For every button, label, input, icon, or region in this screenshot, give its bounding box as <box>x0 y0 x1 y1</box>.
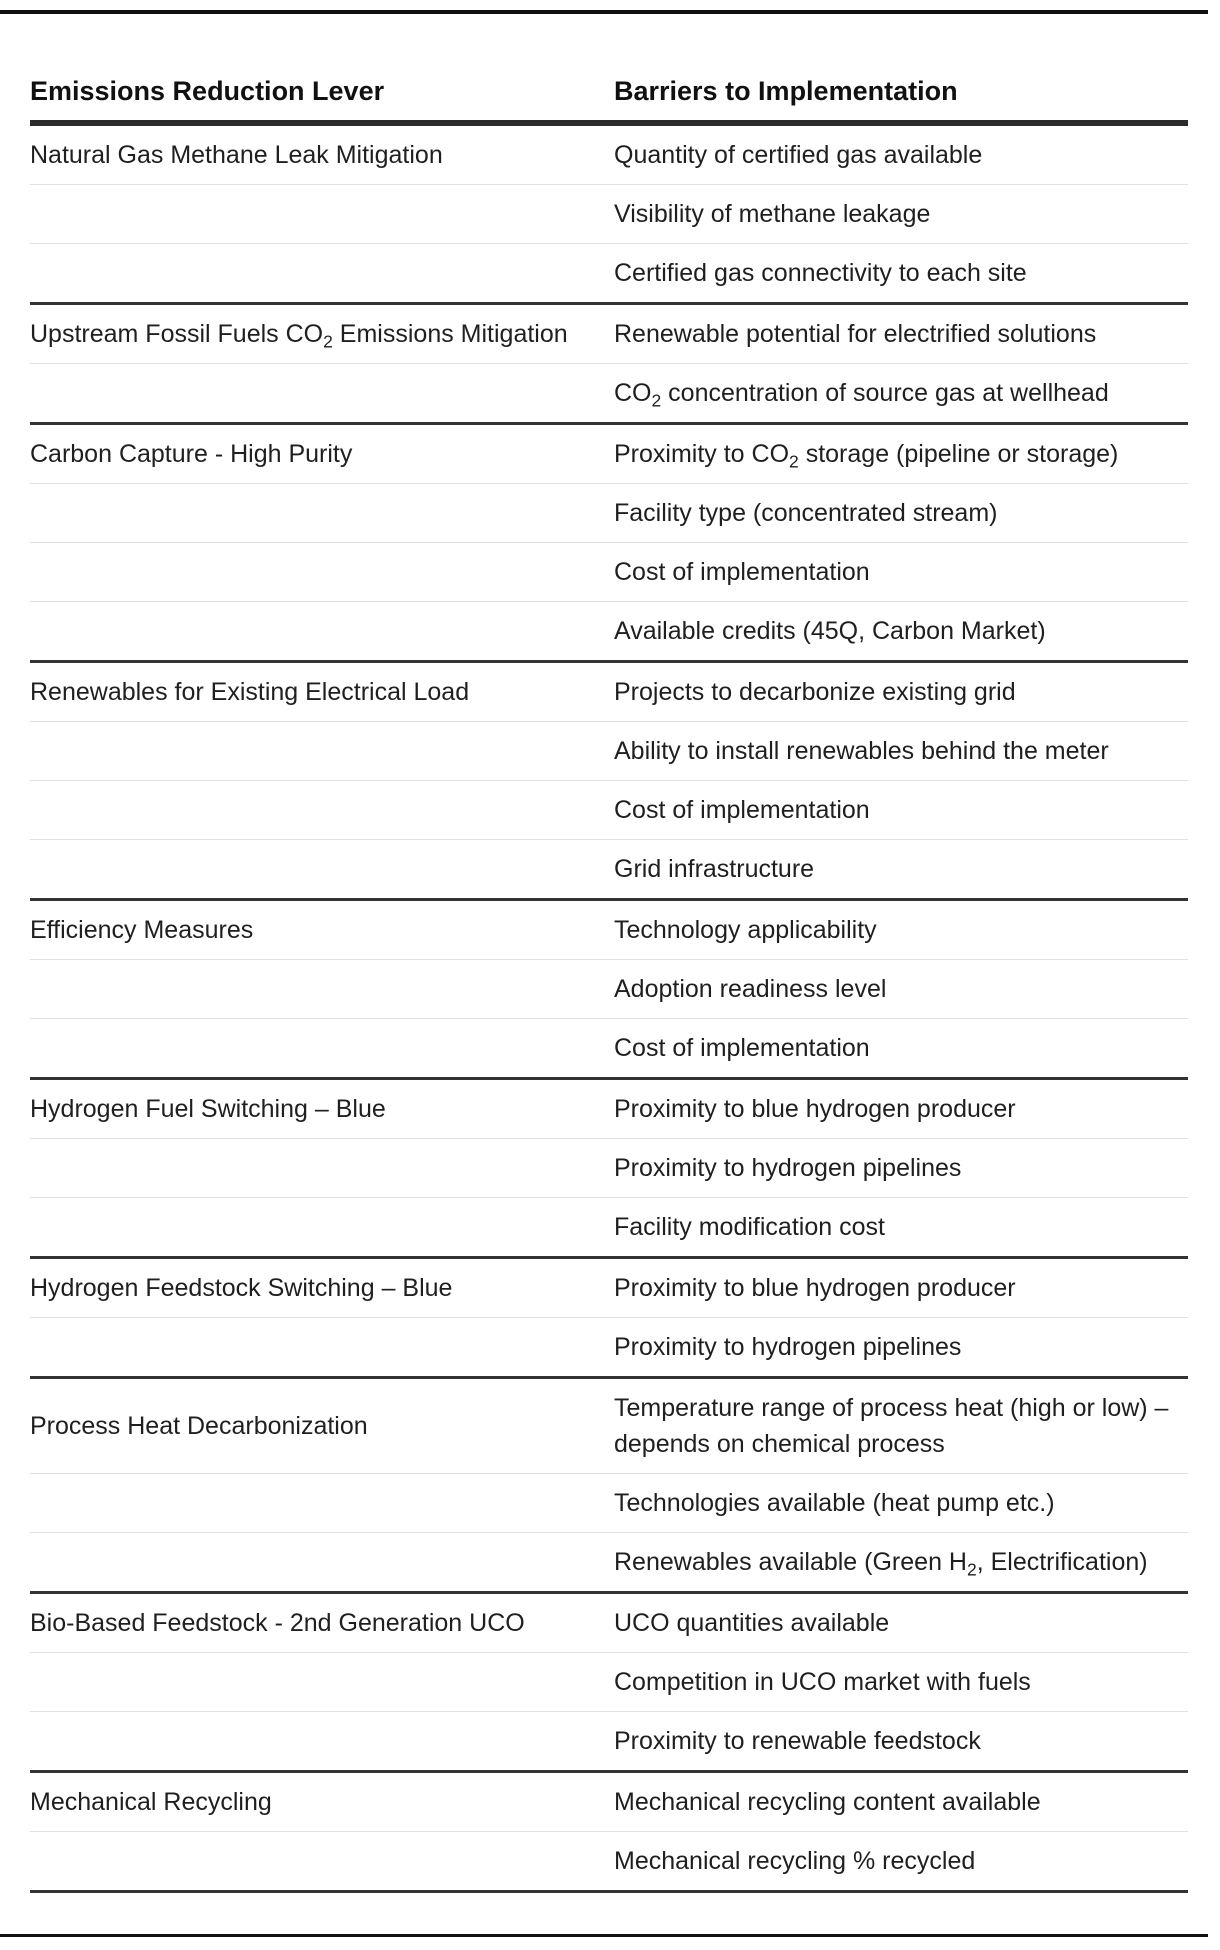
header-lever: Emissions Reduction Lever <box>30 75 385 106</box>
table-row <box>30 1259 1188 1318</box>
lever-group <box>30 901 1188 1080</box>
table-row <box>30 364 1188 422</box>
lever-cell: Renewables for Existing Electrical Load <box>30 678 470 706</box>
table-row <box>30 244 1188 302</box>
barrier-cell: Temperature range of process heat (high or low) – depends on chemical process <box>614 1394 1169 1458</box>
empty-cell <box>30 620 614 642</box>
table-row <box>30 1379 1188 1474</box>
table-row <box>30 185 1188 244</box>
barrier-cell: UCO quantities available <box>614 1609 890 1637</box>
barrier-cell: Proximity to blue hydrogen producer <box>614 1095 1016 1123</box>
empty-cell <box>30 978 614 1000</box>
empty-cell <box>30 1037 614 1059</box>
table-header <box>30 62 1188 126</box>
barrier-cell: Proximity to renewable feedstock <box>614 1727 981 1755</box>
lever-cell: Hydrogen Fuel Switching – Blue <box>30 1095 386 1123</box>
lever-cell: Efficiency Measures <box>30 916 254 944</box>
empty-cell <box>30 1730 614 1752</box>
empty-cell <box>30 262 614 284</box>
empty-cell <box>30 1671 614 1693</box>
barrier-cell: Mechanical recycling % recycled <box>614 1847 976 1875</box>
table-row <box>30 126 1188 185</box>
lever-cell: Carbon Capture - High Purity <box>30 440 353 468</box>
header-barriers: Barriers to Implementation <box>614 75 958 106</box>
lever-cell: Natural Gas Methane Leak Mitigation <box>30 141 443 169</box>
lever-cell: Mechanical Recycling <box>30 1788 272 1816</box>
empty-cell <box>30 1157 614 1179</box>
barrier-cell: Cost of implementation <box>614 1034 870 1062</box>
table-row <box>30 484 1188 543</box>
table-row <box>30 1318 1188 1376</box>
table-row <box>30 840 1188 898</box>
lever-group <box>30 1379 1188 1594</box>
table-row <box>30 1832 1188 1890</box>
barrier-cell: Proximity to hydrogen pipelines <box>614 1154 962 1182</box>
empty-cell <box>30 740 614 762</box>
table-body <box>30 126 1188 1893</box>
lever-group <box>30 1080 1188 1259</box>
table-row <box>30 1712 1188 1770</box>
barrier-cell: Renewables available (Green $H_2$, Electrification) <box>614 1548 1148 1580</box>
lever-group <box>30 425 1188 663</box>
table-row <box>30 1198 1188 1256</box>
table-row <box>30 425 1188 484</box>
table-row <box>30 1773 1188 1832</box>
barrier-cell: Proximity to hydrogen pipelines <box>614 1333 962 1361</box>
lever-group <box>30 1773 1188 1893</box>
barrier-cell: Technologies available (heat pump etc.) <box>614 1489 1055 1517</box>
barrier-cell: Visibility of methane leakage <box>614 200 931 228</box>
barrier-cell: Renewable potential for electrified solutions <box>614 320 1097 348</box>
barrier-cell: Adoption readiness level <box>614 975 887 1003</box>
empty-cell <box>30 1551 614 1573</box>
empty-cell <box>30 1850 614 1872</box>
empty-cell <box>30 382 614 404</box>
top-rule <box>0 10 1208 14</box>
table-row <box>30 901 1188 960</box>
barrier-cell: Technology applicability <box>614 916 877 944</box>
lever-cell: Process Heat Decarbonization <box>30 1412 368 1440</box>
barrier-cell: Facility modification cost <box>614 1213 885 1241</box>
empty-cell <box>30 799 614 821</box>
barrier-cell: Cost of implementation <box>614 558 870 586</box>
lever-group <box>30 126 1188 305</box>
barrier-cell: Ability to install renewables behind the meter <box>614 737 1109 765</box>
table-row <box>30 543 1188 602</box>
table-row <box>30 1139 1188 1198</box>
table-row <box>30 602 1188 660</box>
barrier-cell: Certified gas connectivity to each site <box>614 259 1027 287</box>
lever-group <box>30 1259 1188 1379</box>
lever-group <box>30 663 1188 901</box>
lever-group <box>30 1594 1188 1773</box>
barrier-cell: Facility type (concentrated stream) <box>614 499 998 527</box>
empty-cell <box>30 858 614 880</box>
empty-cell <box>30 1336 614 1358</box>
barrier-cell: Grid infrastructure <box>614 855 815 883</box>
bottom-rule <box>0 1934 1208 1937</box>
table-row <box>30 1533 1188 1591</box>
levers-table <box>30 62 1188 1893</box>
table-row <box>30 1019 1188 1077</box>
barrier-cell: Mechanical recycling content available <box>614 1788 1041 1816</box>
barrier-cell: $CO_2$ concentration of source gas at wellhead <box>614 379 1109 411</box>
lever-group <box>30 305 1188 425</box>
lever-cell: Upstream Fossil Fuels $CO_2$ Emissions Mitigation <box>30 320 568 352</box>
table-row <box>30 1594 1188 1653</box>
barrier-cell: Proximity to $CO_2$ storage (pipeline or storage) <box>614 440 1119 472</box>
table-row <box>30 781 1188 840</box>
barrier-cell: Quantity of certified gas available <box>614 141 983 169</box>
lever-cell: Bio-Based Feedstock - 2nd Generation UCO <box>30 1609 525 1637</box>
barrier-cell: Projects to decarbonize existing grid <box>614 678 1016 706</box>
barrier-cell: Competition in UCO market with fuels <box>614 1668 1031 1696</box>
table-row <box>30 722 1188 781</box>
table-row <box>30 1080 1188 1139</box>
barrier-cell: Cost of implementation <box>614 796 870 824</box>
table-row <box>30 1653 1188 1712</box>
empty-cell <box>30 1216 614 1238</box>
lever-cell: Hydrogen Feedstock Switching – Blue <box>30 1274 453 1302</box>
barrier-cell: Available credits (45Q, Carbon Market) <box>614 617 1046 645</box>
barrier-cell: Proximity to blue hydrogen producer <box>614 1274 1016 1302</box>
table-row <box>30 1474 1188 1533</box>
table-row <box>30 663 1188 722</box>
table-row <box>30 960 1188 1019</box>
empty-cell <box>30 203 614 225</box>
empty-cell <box>30 502 614 524</box>
empty-cell <box>30 1492 614 1514</box>
table-row <box>30 305 1188 364</box>
empty-cell <box>30 561 614 583</box>
